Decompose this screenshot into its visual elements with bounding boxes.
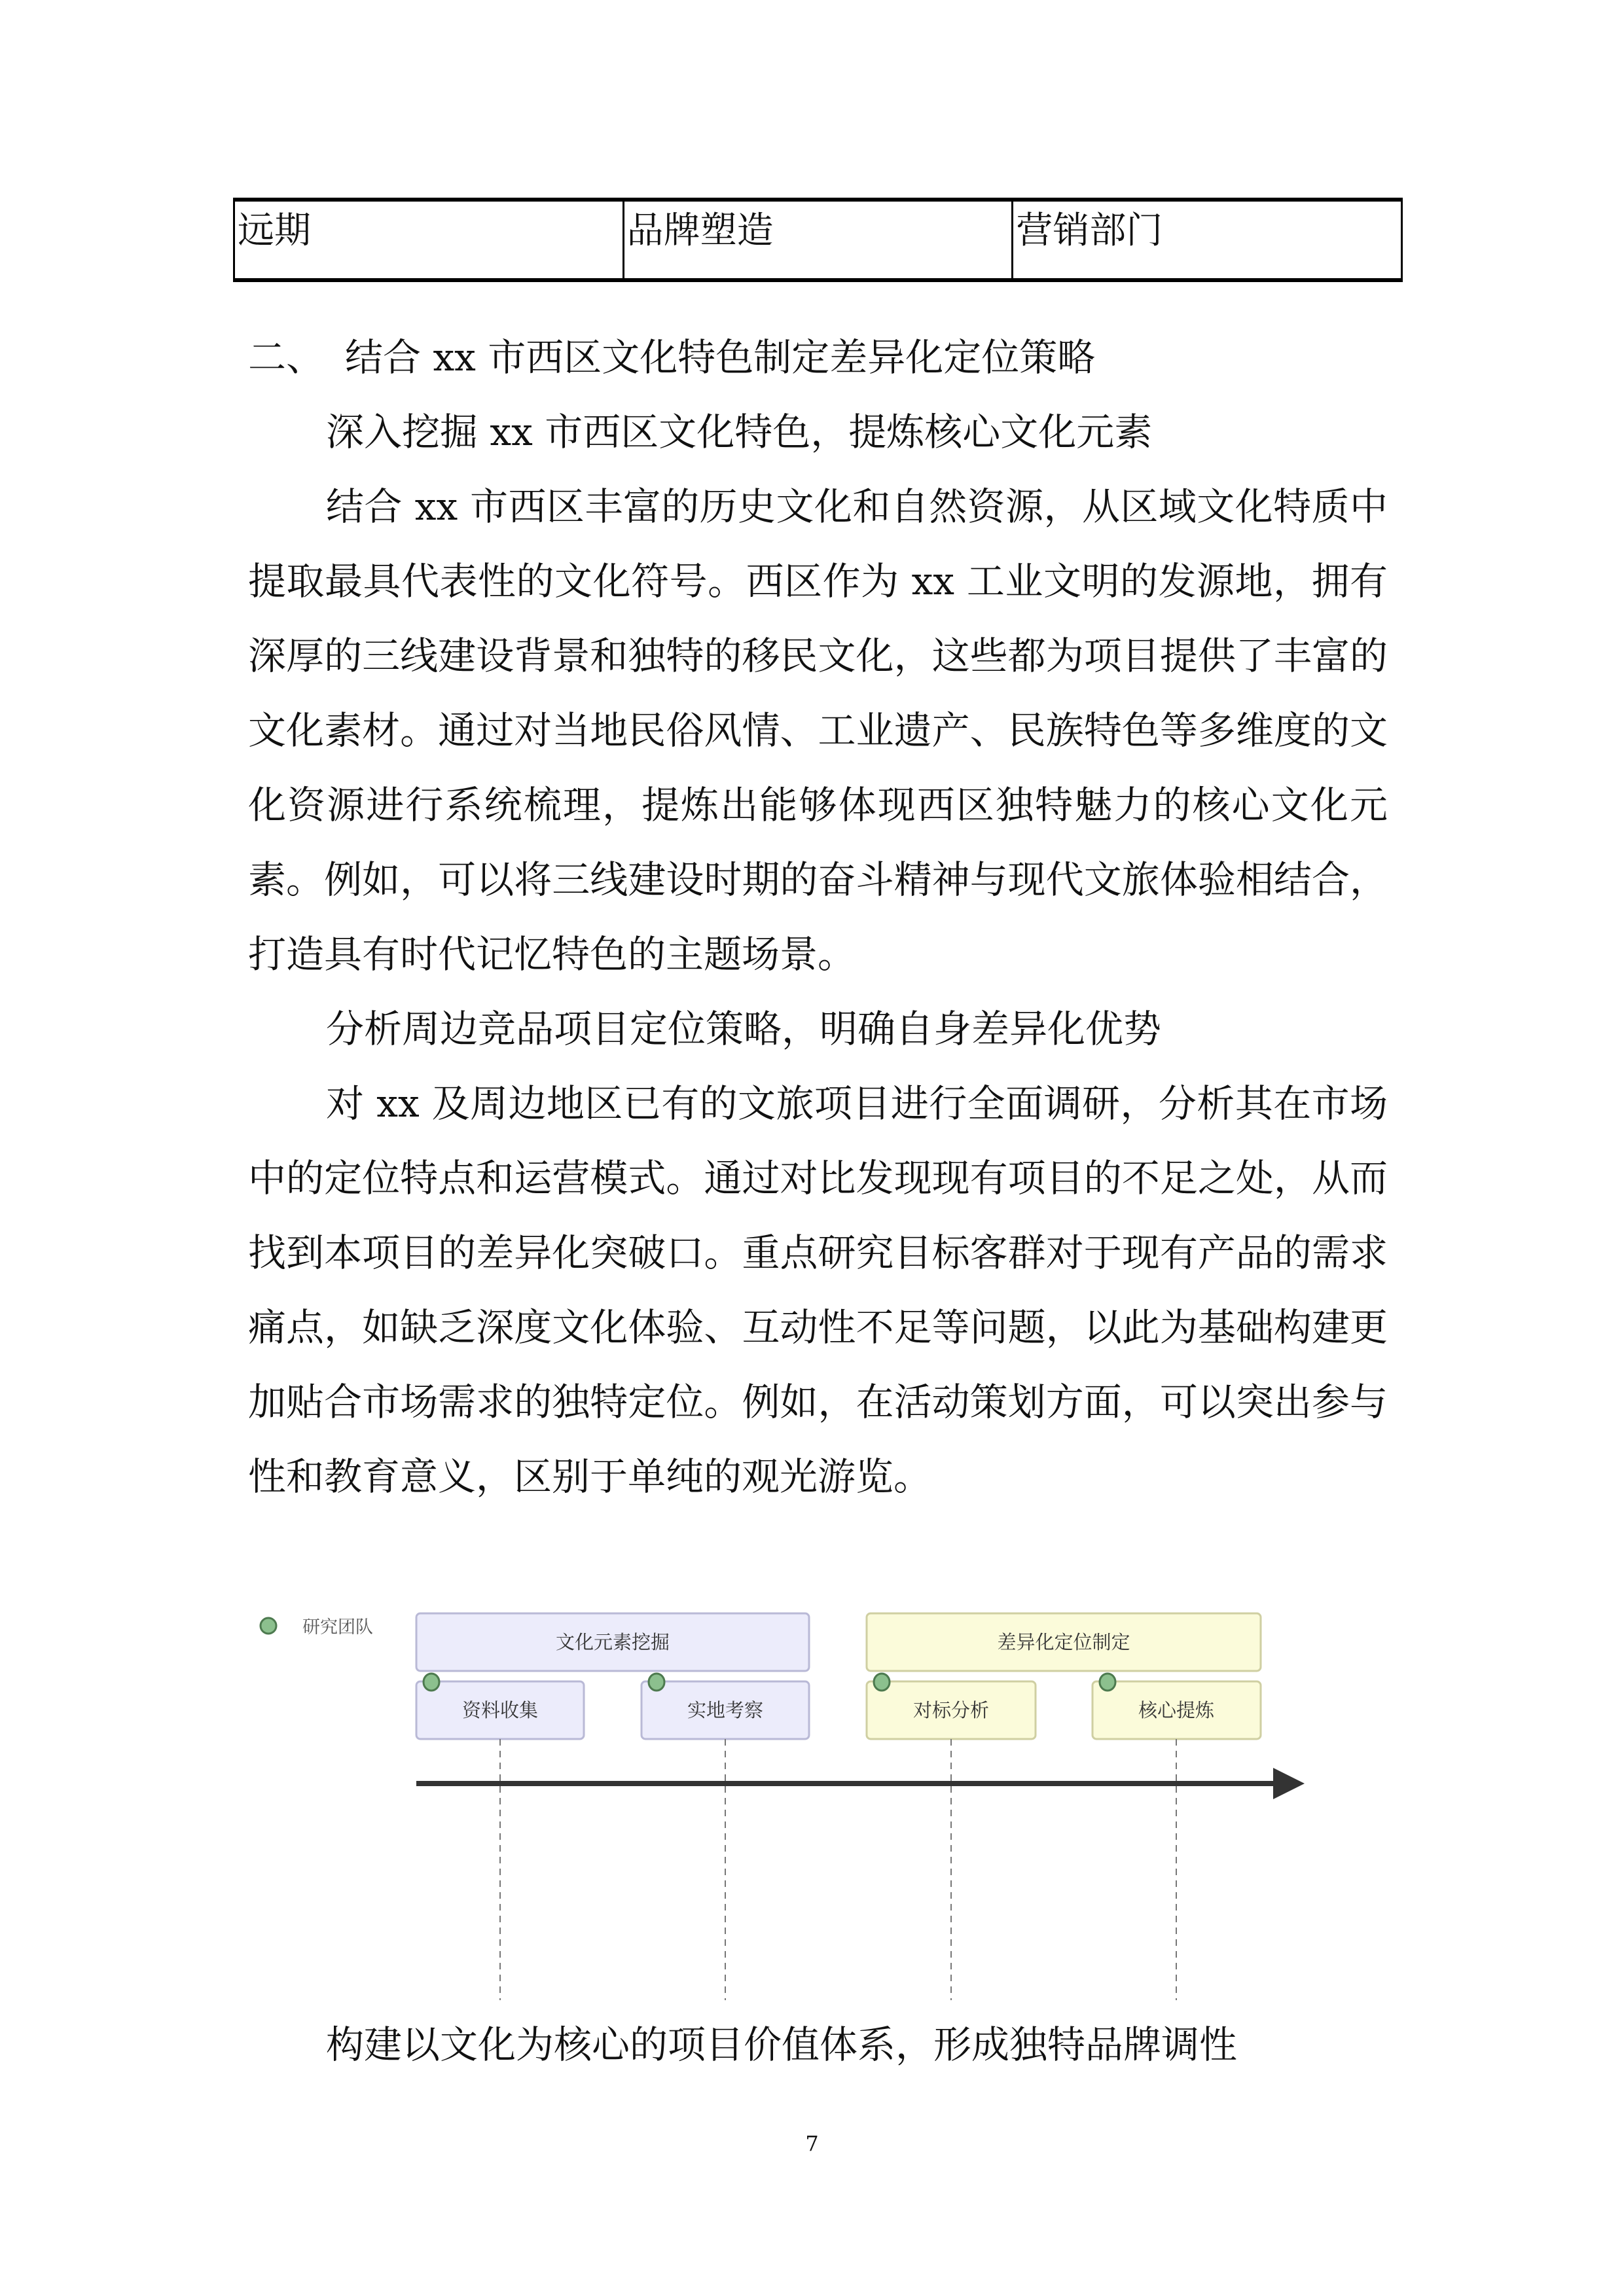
team-dot-icon — [874, 1674, 890, 1691]
section-number: 二、 — [248, 335, 325, 380]
subheading: 分析周边竞品项目定位策略，明确自身差异化优势 — [326, 1007, 1162, 1051]
task-label: 对标分析 — [912, 1699, 990, 1721]
table-cell-department: 营销部门 — [1013, 200, 1402, 280]
legend-dot-icon — [261, 1618, 276, 1634]
team-dot-icon — [649, 1674, 664, 1691]
legend-label: 研究团队 — [302, 1617, 373, 1638]
task-node — [641, 1674, 809, 1739]
table-cell-period: 远期 — [234, 200, 624, 280]
team-dot-icon — [424, 1674, 439, 1691]
subheading: 深入挖掘 xx 市西区文化特色，提炼核心文化元素 — [326, 410, 1153, 454]
table-cell-task: 品牌塑造 — [623, 200, 1013, 280]
task-node — [867, 1674, 1036, 1739]
task-label: 资料收集 — [461, 1699, 539, 1721]
task-label: 核心提炼 — [1138, 1699, 1215, 1721]
task-label: 实地考察 — [687, 1699, 764, 1721]
task-node — [416, 1674, 584, 1739]
task-node — [1092, 1674, 1261, 1739]
paragraph: 结合 xx 市西区丰富的历史文化和自然资源，从区域文化特质中提取最具代表性的文化符号。西区作为 xx 工业文明的发源地，拥有深厚的三线建设背景和独特的移民文化，这些都为项目提供了丰富的文化素材。通过对当地民俗风情、工业遗产、民族特色等多维度的文化资源进行系统梳理，提炼出能够体现西区独特魅力的核心文化元素。例如，可以将三线建设时期的奋斗精神与现代文旅体验相结合，打造具有时代记忆特色的主题场景。 — [248, 484, 1388, 977]
phase-label: 文化元素挖掘 — [555, 1631, 670, 1653]
caption-subheading: 构建以文化为核心的项目价值体系，形成独特品牌调性 — [326, 2022, 1238, 2067]
phase-label: 差异化定位制定 — [997, 1631, 1130, 1653]
paragraph: 对 xx 及周边地区已有的文旅项目进行全面调研，分析其在市场中的定位特点和运营模式。通过对比发现现有项目的不足之处，从而找到本项目的差异化突破口。重点研究目标客群对于现有产品的需求痛点，如缺乏深度文化体验、互动性不足等问题，以此为基础构建更加贴合市场需求的独特定位。例如，在活动策划方面，可以突出参与性和教育意义，区别于单纯的观光游览。 — [248, 1081, 1388, 1499]
section-title: 结合 xx 市西区文化特色制定差异化定位策略 — [345, 335, 1096, 380]
page-number: 7 — [805, 2131, 819, 2156]
team-dot-icon — [1100, 1674, 1115, 1691]
